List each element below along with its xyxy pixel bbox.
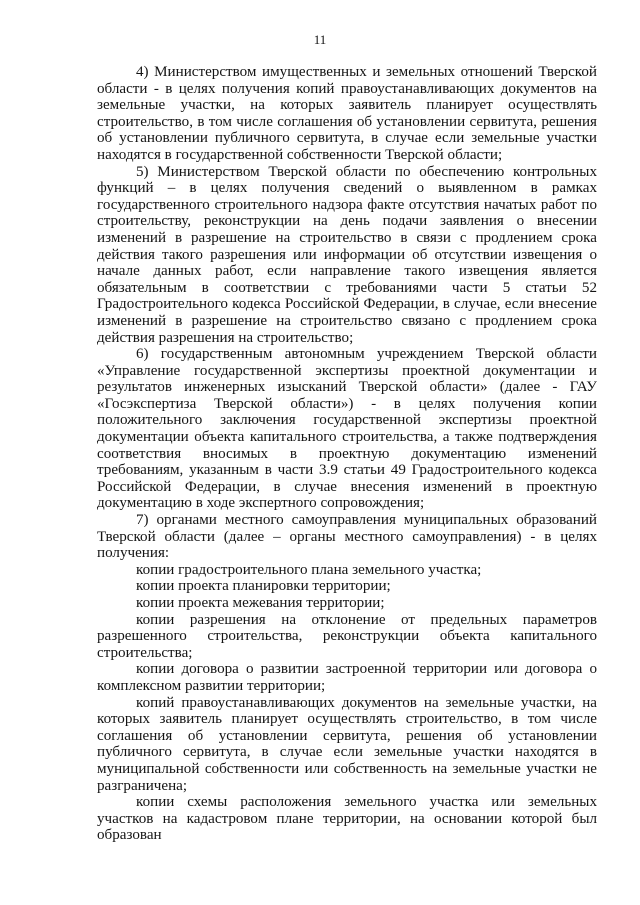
list-item: копии градостроительного плана земельного участка;	[136, 561, 482, 578]
list-item: копии схемы расположения земельного участка или земельных участков на кадастровом плане территории, на основании которой был образован	[97, 794, 597, 844]
page-number: 11	[313, 32, 327, 47]
document-body	[97, 64, 597, 844]
list-item: копии проекта планировки территории;	[136, 578, 391, 595]
paragraph-item-6: 6) государственным автономным учреждением Тверской области «Управление государственной экспертизы проектной документации и результатов инженерных изысканий Тверской области» (далее - ГАУ «Госэкспертиза Тверской области») - в целях получения копии положительного заключения государственной экспертизы проектной документации объекта капитального строительства, а также подтверждения соответствия вносимых в проектную документацию изменений требованиям, указанным в части 3.9 статьи 49 Градостроительного кодекса Российской Федерации, в случае внесения изменений в проектную документацию в ходе экспертного сопровождения;	[97, 346, 597, 512]
list-item: копии проекта межевания территории;	[136, 595, 385, 611]
list-item: копий правоустанавливающих документов на земельные участки, на которых заявитель планирует осуществлять строительство, в том числе соглашения об установлении сервитута, решения об установлении публичного сервитута, в случае если земельные участки находятся в муниципальной собственности или собственность на земельные участки не разграничена;	[97, 694, 597, 794]
paragraph-item-4: 4) Министерством имущественных и земельных отношений Тверской области - в целях получения копий правоустанавливающих документов на земельные участки, на которых заявитель планирует осуществлять строительство, в том числе соглашения об установлении сервитута, решения об установлении публичного сервитута, в случае если земельные участки находятся в государственной собственности Тверской области;	[97, 64, 597, 163]
list-item: копии договора о развитии застроенной территории или договора о комплексном развитии территории;	[97, 661, 597, 694]
paragraph-item-5: 5) Министерством Тверской области по обеспечению контрольных функций – в целях получения сведений о выявленном в рамках государственного строительного надзора факте отсутствия начатых работ по строительству, реконструкции на день подачи заявления о внесении изменений в разрешение на строительство в связи с продлением срока действия такого разрешения или информации об отсутствии извещения о начале данных работ, если направление такого извещения является обязательным в соответствии с требованиями части 5 статьи 52 Градостроительного кодекса Российской Федерации, в случае, если внесение изменений в разрешение на строительство связано с продлением срока действия разрешения на строительство;	[97, 163, 597, 346]
paragraph-item-7: 7) органами местного самоуправления муниципальных образований Тверской области (далее – органы местного самоуправления) - в целях получения:	[97, 512, 597, 562]
list-item: копии разрешения на отклонение от предельных параметров разрешенного строительства, реконструкции объекта капитального строительства;	[97, 611, 597, 661]
